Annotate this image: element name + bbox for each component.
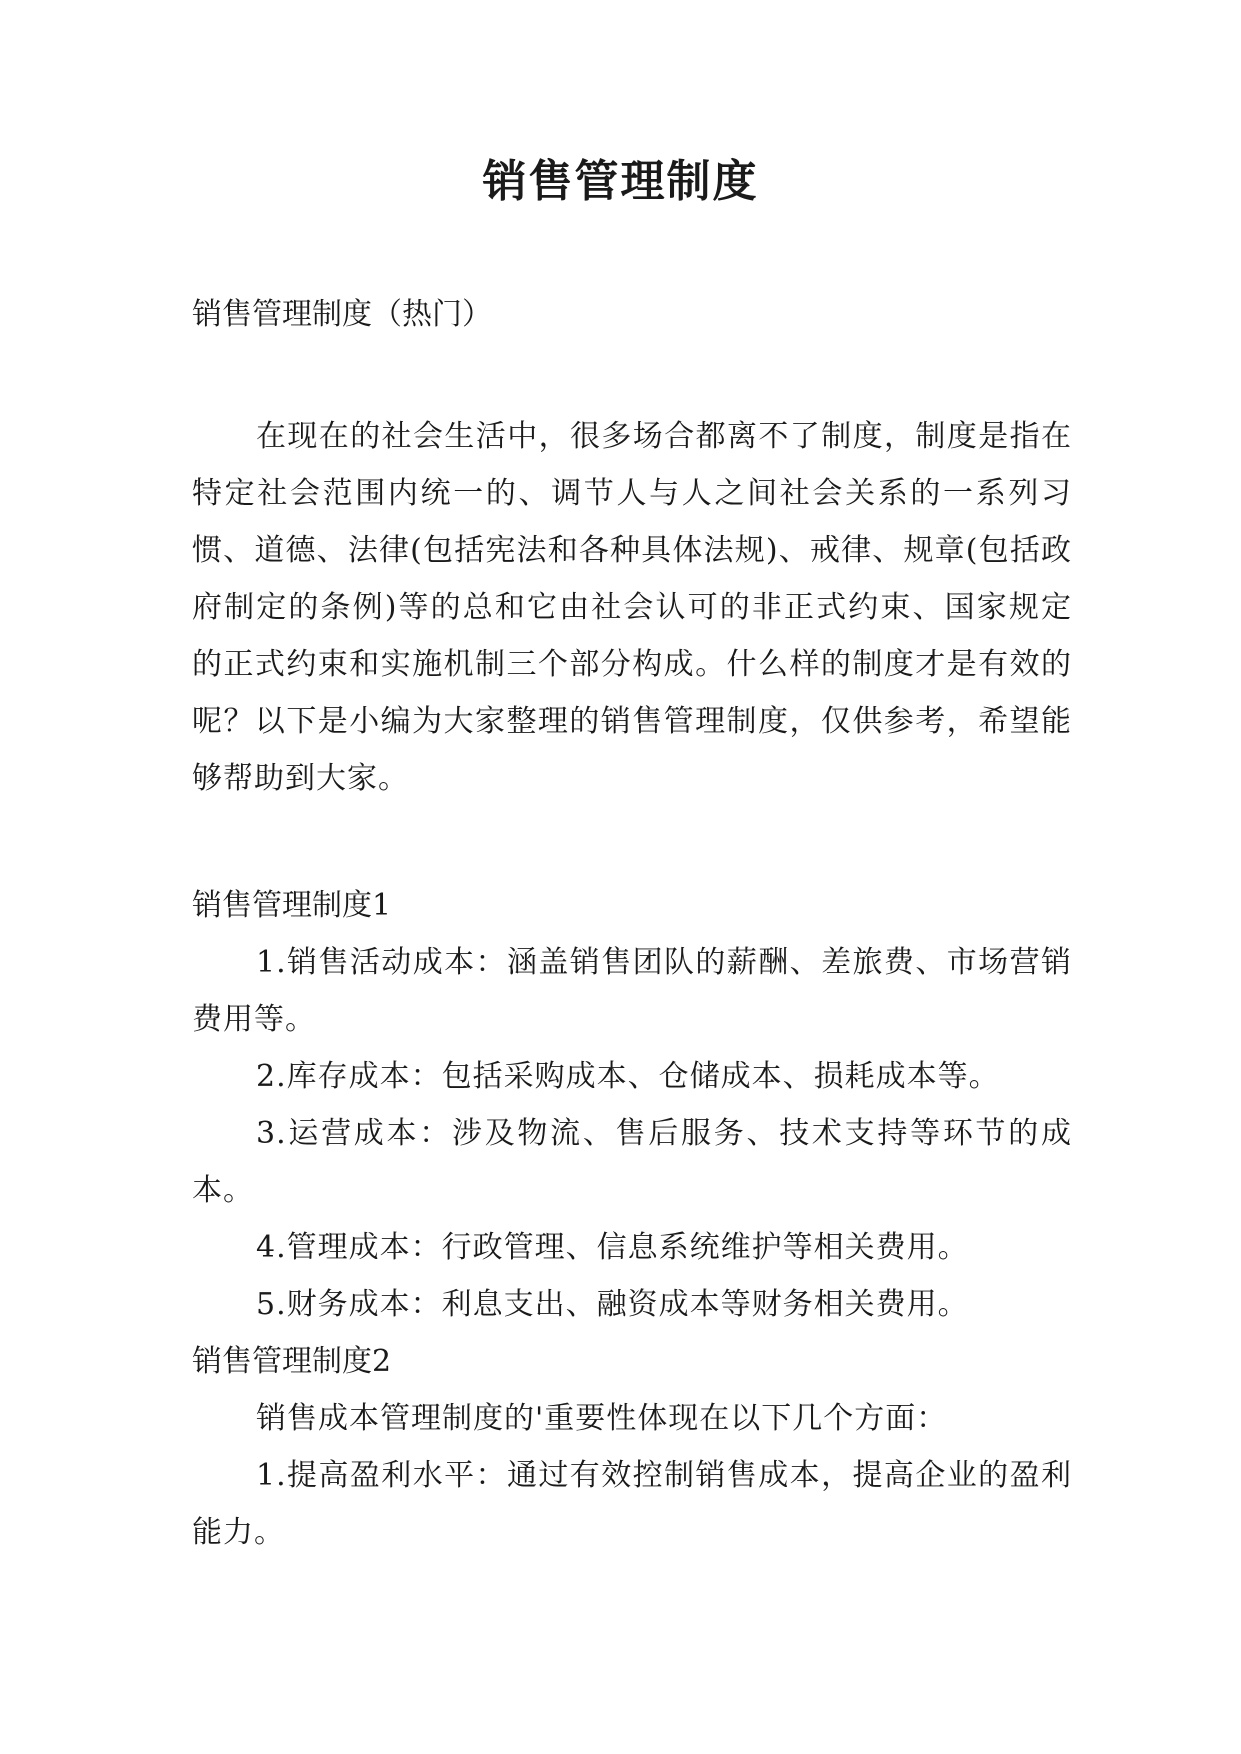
document-title: 销售管理制度 <box>482 156 759 207</box>
list-item: 销售成本管理制度的'重要性体现在以下几个方面： <box>256 1401 948 1436</box>
list-item: 5.财务成本：利息支出、融资成本等财务相关费用。 <box>256 1287 969 1322</box>
section-1 <box>192 877 1072 1333</box>
section-heading: 销售管理制度2 <box>192 1344 392 1379</box>
list-item: 3.运营成本：涉及物流、售后服务、技术支持等环节的成本。 <box>192 1116 1072 1208</box>
document-content <box>192 877 1072 1561</box>
intro-paragraph: 在现在的社会生活中，很多场合都离不了制度，制度是指在特定社会范围内统一的、调节人与人之间社会关系的一系列习惯、道德、法律(包括宪法和各种具体法规)、戒律、规章(包括政府制定的条例)等的总和它由社会认可的非正式约束、国家规定的正式约束和实施机制三个部分构成。什么样的制度才是有效的呢？以下是小编为大家整理的销售管理制度，仅供参考，希望能够帮助到大家。 <box>192 419 1072 796</box>
list-item: 1.提高盈利水平：通过有效控制销售成本，提高企业的盈利能力。 <box>192 1458 1072 1550</box>
document-subtitle: 销售管理制度（热门） <box>192 297 492 332</box>
list-item: 1.销售活动成本：涵盖销售团队的薪酬、差旅费、市场营销费用等。 <box>192 945 1072 1037</box>
section-2 <box>192 1333 1072 1561</box>
list-item: 4.管理成本：行政管理、信息系统维护等相关费用。 <box>256 1230 969 1265</box>
section-heading: 销售管理制度1 <box>192 888 392 923</box>
list-item: 2.库存成本：包括采购成本、仓储成本、损耗成本等。 <box>256 1059 1000 1094</box>
